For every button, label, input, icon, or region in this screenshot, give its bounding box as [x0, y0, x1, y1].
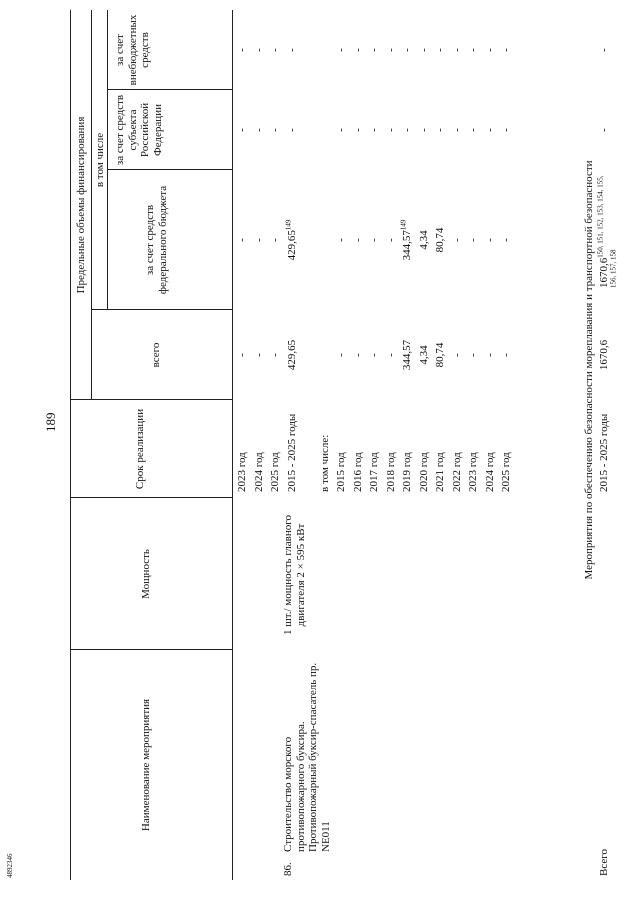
including-label: в том числе:: [318, 434, 331, 492]
header-total: всего: [150, 342, 162, 368]
row-federal: [269, 170, 281, 310]
row-federal: [352, 170, 364, 310]
row-extra: -: [351, 48, 364, 52]
grand-total-federal-value: 1670,6: [598, 257, 610, 288]
table-row: [451, 10, 463, 880]
table-row: [335, 10, 347, 880]
table-row: [352, 10, 364, 880]
row-footnote: 149: [283, 219, 292, 231]
row-federal: [451, 170, 463, 310]
row-federal: [467, 170, 479, 310]
table-top-border: [70, 10, 71, 880]
row-term: 2016 год: [351, 452, 364, 492]
row-subject: -: [335, 128, 347, 132]
row-extra: -: [450, 48, 463, 52]
row-extra: -: [434, 48, 446, 52]
row-federal-value: -: [269, 238, 281, 242]
header-limits: Предельные объемы финансирования: [75, 116, 87, 294]
row-total: 4,34: [417, 345, 430, 365]
page-number: 189: [43, 412, 58, 432]
including-subheader-line: [107, 10, 108, 310]
row-footnote: 149: [399, 219, 408, 231]
row-subject: -: [236, 128, 248, 132]
grand-total-term: 2015 - 2025 годы: [598, 413, 610, 492]
row-subject: -: [467, 128, 479, 132]
document-stamp: 4892346: [6, 853, 14, 878]
row-federal: [385, 170, 397, 310]
row-federal-value: -: [467, 238, 479, 242]
item-number: 86.: [282, 862, 294, 876]
row-federal: [418, 170, 430, 310]
row-total: -: [467, 353, 479, 357]
row-extra: -: [269, 48, 281, 52]
row-subject: -: [285, 128, 298, 132]
row-total: -: [335, 353, 347, 357]
row-federal: [253, 170, 265, 310]
grand-total-extra: -: [598, 48, 610, 52]
table-row: [269, 10, 281, 880]
row-federal: [236, 170, 248, 310]
row-federal-value: -: [450, 238, 463, 242]
grand-total-total: 1670,6: [598, 339, 610, 371]
row-term: 2024 год: [483, 452, 496, 492]
section-title: Мероприятия по обеспечению безопасности мореплавания и транспортной безопасности: [583, 160, 595, 580]
item-name: Строительство морского противопожарного буксира. Противопожарный буксир-спасатель пр. NE011: [282, 662, 332, 852]
row-subject: -: [500, 128, 512, 132]
row-subject: -: [351, 128, 364, 132]
grand-total-label: Всего: [598, 849, 610, 876]
row-federal: [368, 170, 380, 310]
table-row: [401, 10, 413, 880]
row-term: 2022 год: [450, 452, 463, 492]
limits-subheader-line: [91, 10, 92, 400]
row-term: 2018 год: [384, 452, 397, 492]
row-federal-value: 80,74: [434, 227, 446, 253]
row-extra: -: [285, 48, 298, 52]
row-federal: [484, 170, 496, 310]
item-capacity: 1 шт./ мощность главного двигателя 2 × 595 кВт: [282, 515, 307, 635]
row-extra: -: [417, 48, 430, 52]
row-total: -: [252, 353, 265, 357]
row-total: -: [368, 353, 380, 357]
row-subject: -: [483, 128, 496, 132]
row-total: 344,57: [401, 339, 413, 371]
grand-total-federal: [598, 168, 623, 288]
row-federal-value: 4,34: [417, 230, 430, 250]
row-subject: -: [368, 128, 380, 132]
header-bottom-border: [232, 10, 233, 880]
header-capacity: Мощность: [140, 549, 152, 599]
table-row: [467, 10, 479, 880]
header-including: в том числе: [94, 132, 106, 188]
table-row: [236, 10, 248, 880]
row-term: 2025 год: [500, 452, 512, 492]
row-subject: -: [401, 128, 413, 132]
row-term: 2023 год: [236, 452, 248, 492]
row-federal-value: -: [368, 238, 380, 242]
table-row: [253, 10, 265, 880]
row-extra: -: [467, 48, 479, 52]
grand-total-footnote: 150, 151, 152, 153, 154, 155, 156, 157, 158: [596, 175, 617, 288]
row-total: -: [269, 353, 281, 357]
row-subject: -: [269, 128, 281, 132]
row-federal-value: 344,57: [401, 230, 413, 261]
row-extra: -: [335, 48, 347, 52]
row-term: 2019 год: [401, 452, 413, 492]
row-federal-value: -: [335, 238, 347, 242]
row-federal: [434, 170, 446, 310]
row-subject: -: [450, 128, 463, 132]
row-term: 2015 год: [335, 452, 347, 492]
col-divider-6: [107, 89, 232, 90]
row-subject: -: [252, 128, 265, 132]
row-federal: [500, 170, 512, 310]
row-subject: -: [384, 128, 397, 132]
row-total: 429,65: [285, 339, 298, 371]
row-term: 2025 год: [269, 452, 281, 492]
row-term: 2020 год: [417, 452, 430, 492]
row-term: 2017 год: [368, 452, 380, 492]
row-federal-value: -: [252, 238, 265, 242]
row-term: 2024 год: [252, 452, 265, 492]
row-federal: [283, 170, 298, 310]
header-term: Срок реализации: [134, 408, 146, 490]
row-term: 2021 год: [434, 452, 446, 492]
row-federal-value: -: [500, 238, 512, 242]
row-extra: -: [368, 48, 380, 52]
header-federal: за счет средств федерального бюджета: [144, 185, 169, 295]
row-total: -: [351, 353, 364, 357]
row-federal: [335, 170, 347, 310]
row-extra: -: [500, 48, 512, 52]
row-total: -: [483, 353, 496, 357]
row-total: -: [500, 353, 512, 357]
row-total: -: [450, 353, 463, 357]
row-total: 80,74: [434, 342, 446, 368]
table-row: [418, 10, 430, 880]
row-extra: -: [401, 48, 413, 52]
header-name: Наименование мероприятия: [140, 698, 152, 832]
row-total: -: [236, 353, 248, 357]
table-row: [385, 10, 397, 880]
col-divider-5: [107, 169, 232, 170]
row-subject: -: [417, 128, 430, 132]
row-term: 2015 - 2025 годы: [285, 413, 298, 492]
row-extra: -: [252, 48, 265, 52]
row-extra: -: [384, 48, 397, 52]
row-federal: [401, 170, 413, 310]
row-federal-value: -: [384, 238, 397, 242]
row-extra: -: [483, 48, 496, 52]
header-subject: за счет средств субъекта Российской Федерации: [114, 94, 164, 166]
header-extra-budget: за счет внебюджетных средств: [114, 14, 151, 86]
row-federal-value: -: [483, 238, 496, 242]
row-term: 2023 год: [467, 452, 479, 492]
table-row: [368, 10, 380, 880]
row-federal-value: -: [351, 238, 364, 242]
row-extra: -: [236, 48, 248, 52]
rotated-table: [70, 10, 617, 880]
row-federal-value: -: [236, 238, 248, 242]
grand-total-subject: -: [598, 128, 610, 132]
table-row: [434, 10, 446, 880]
table-row: [500, 10, 512, 880]
row-total: -: [384, 353, 397, 357]
table-row: [484, 10, 496, 880]
row-subject: -: [434, 128, 446, 132]
row-federal-value: 429,65: [285, 230, 298, 261]
